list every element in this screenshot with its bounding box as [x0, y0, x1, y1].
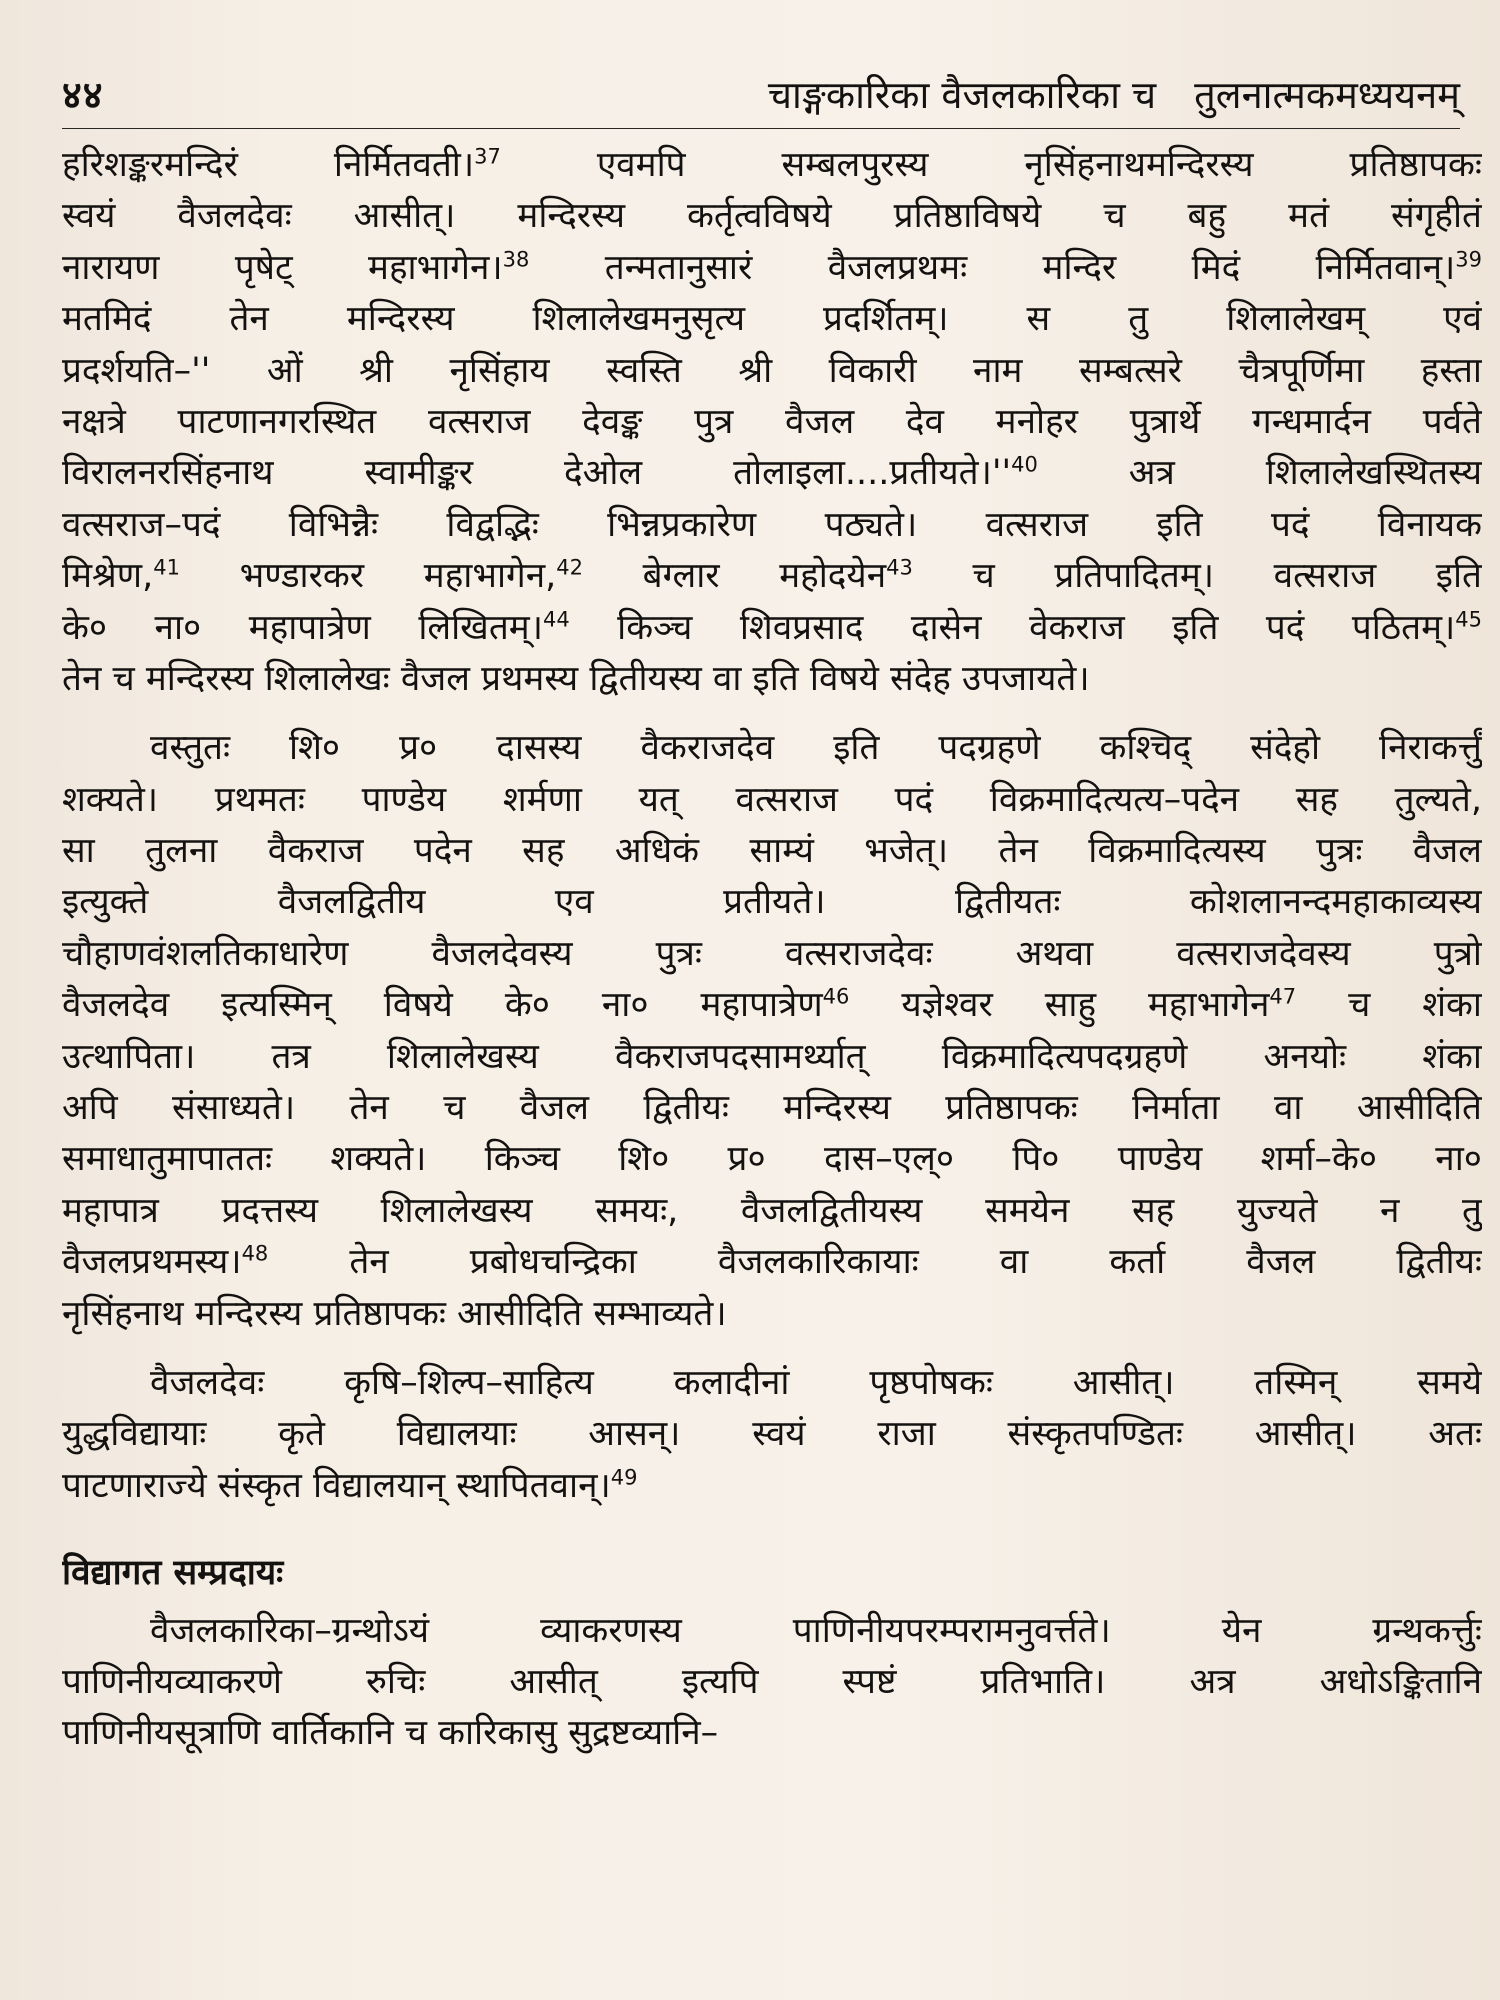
text-line: वैजलदेव इत्यस्मिन् विषये के० ना० महापात्रेण$^{46}$ यज्ञेश्वर साहु महाभागेन$^{47}$ च शंका: [62, 984, 1482, 1026]
text-line: वैजलप्रथमस्य।$^{48}$ तेन प्रबोधचन्द्रिका वैजलकारिकायाः वा कर्ता वैजल द्वितीयः: [62, 1241, 1482, 1283]
text-line: चौहाणवंशलतिकाधारेण वैजलदेवस्य पुत्रः वत्सराजदेवः अथवा वत्सराजदेवस्य पुत्रो: [62, 933, 1482, 974]
text-line: पाटणाराज्ये संस्कृत विद्यालयान् स्थापितवान्।$^{49}$: [62, 1465, 638, 1506]
text-line: युद्धविद्यायाः कृते विद्यालयाः आसन्। स्वयं राजा संस्कृतपण्डितः आसीत्। अतः: [62, 1414, 1482, 1455]
text-line: समाधातुमापाततः शक्यते। किञ्च शि० प्र० दास–एल्० पि० पाण्डेय शर्मा–के० ना०: [62, 1139, 1482, 1180]
running-title-left: चाङ्गकारिका वैजलकारिका च: [767, 73, 1157, 117]
footnote-ref: 48: [241, 1241, 269, 1266]
text-line: इत्युक्ते वैजलद्वितीय एव प्रतीयते। द्वितीयतः कोशलानन्दमहाकाव्यस्य: [62, 882, 1482, 923]
text-line: वैजलदेवः कृषि–शिल्प–साहित्य कलादीनां पृष्ठपोषकः आसीत्। तस्मिन् समये: [150, 1362, 1482, 1403]
page-header: [62, 68, 1460, 128]
text-line: पाणिनीयव्याकरणे रुचिः आसीत् इत्यपि स्पष्टं प्रतिभाति। अत्र अधोऽङ्कितानि: [62, 1661, 1482, 1702]
page-number: ४४: [62, 73, 104, 117]
text-line: उत्थापिता। तत्र शिलालेखस्य वैकराजपदसामर्थ्यात् विक्रमादित्यपदग्रहणे अनयोः शंका: [62, 1036, 1482, 1077]
text-line: अपि संसाध्यते। तेन च वैजल द्वितीयः मन्दिरस्य प्रतिष्ठापकः निर्माता वा आसीदिति: [62, 1088, 1482, 1129]
text-line: वत्सराज–पदं विभिन्नैः विद्वद्भिः भिन्नप्रकारेण पठ्यते। वत्सराज इति पदं विनायक: [62, 504, 1482, 545]
footnote-ref: 44: [542, 606, 570, 631]
footnote-ref: 39: [1455, 247, 1482, 272]
text-line: महापात्र प्रदत्तस्य शिलालेखस्य समयः, वैजलद्वितीयस्य समयेन सह युज्यते न तु: [62, 1190, 1482, 1231]
paragraph: [62, 1606, 1482, 1760]
section-heading: विद्यागत सम्प्रदायः: [62, 1553, 284, 1594]
text-line: वैजलकारिका–ग्रन्थोऽयं व्याकरणस्य पाणिनीयपरम्परामनुवर्त्तते। येन ग्रन्थकर्त्तुः: [150, 1610, 1482, 1651]
text-line: मिश्रेण,$^{41}$ भण्डारकर महाभागेन,$^{42}$ बेग्लार महोदयेन$^{43}$ च प्रतिपादितम्। वत्सराज इति: [62, 555, 1482, 597]
paragraph: [62, 723, 1482, 1340]
header-rule: [62, 128, 1460, 129]
footnote-ref: 38: [502, 247, 530, 272]
text-line: वस्तुतः शि० प्र० दासस्य वैकराजदेव इति पदग्रहणे कश्चिद् संदेहो निराकर्त्तुं: [150, 728, 1482, 769]
text-line: विरालनरसिंहनाथ स्वामीङ्कर देओल $तोलाइला....प्रतीयते।''^{40}$ अत्र शिलालेखस्थितस्य: [62, 452, 1482, 494]
footnote-ref: 47: [1269, 984, 1297, 1009]
paragraph: [62, 1358, 1482, 1512]
body-text: [62, 140, 1482, 1760]
footnote-ref: 45: [1455, 606, 1482, 631]
text-line: शक्यते। प्रथमतः पाण्डेय शर्मणा यत् वत्सराज पदं विक्रमादित्यत्य–पदेन सह तुल्यते,: [62, 779, 1482, 820]
text-line: स्वयं वैजलदेवः आसीत्। मन्दिरस्य कर्तृत्वविषये प्रतिष्ठाविषये च बहु मतं संगृहीतं: [62, 196, 1482, 237]
footnote-ref: 37: [474, 144, 501, 169]
text-line: नृसिंहनाथ मन्दिरस्य प्रतिष्ठापकः आसीदिति सम्भाव्यते।: [62, 1293, 727, 1334]
text-line: तेन च मन्दिरस्य शिलालेखः वैजल प्रथमस्य द्वितीयस्य वा इति विषये संदेह उपजायते।: [62, 658, 1090, 699]
text-line: पाणिनीयसूत्राणि वार्तिकानि च कारिकासु सुद्रष्टव्यानि–: [62, 1713, 719, 1754]
text-line: प्रदर्शयति–'' ओं श्री नृसिंहाय स्वस्ति श्री विकारी नाम सम्बत्सरे चैत्रपूर्णिमा हस्ता: [62, 350, 1482, 391]
paragraph: [62, 140, 1482, 705]
text-line: सा तुलना वैकराज पदेन सह अधिकं साम्यं भजेत्। तेन विक्रमादित्यस्य पुत्रः वैजल: [62, 831, 1482, 872]
footnote-ref: 49: [610, 1465, 638, 1490]
text-line: मतमिदं तेन मन्दिरस्य शिलालेखमनुसृत्य प्रदर्शितम्। स तु शिलालेखम् एवं: [62, 299, 1482, 340]
text-line: नारायण पृषेट् महाभागेन।$^{38}$ तन्मतानुसारं वैजलप्रथमः मन्दिर मिदं निर्मितवान्।$^{39}$: [62, 247, 1482, 288]
footnote-ref: 43: [886, 555, 913, 580]
footnote-ref: 46: [822, 984, 850, 1009]
running-title: [768, 68, 1460, 120]
running-title-right: तुलनात्मकमध्ययनम्: [1194, 73, 1460, 117]
footnote-ref: 42: [556, 555, 584, 580]
footnote-ref: 40: [1011, 452, 1038, 477]
text-line: नक्षत्रे पाटणानगरस्थित वत्सराज देवङ्क पुत्र वैजल देव मनोहर पुत्रार्थे गन्धमार्दन पर्वते: [62, 401, 1482, 442]
footnote-ref: 41: [153, 555, 180, 580]
text-line: हरिशङ्करमन्दिरं निर्मितवती।$^{37}$ एवमपि सम्बलपुरस्य नृसिंहनाथमन्दिरस्य प्रतिष्ठापकः: [62, 144, 1482, 185]
text-line: के० ना० महापात्रेण लिखितम्।$^{44}$ किञ्च शिवप्रसाद दासेन वेकराज इति पदं पठितम्।$^{45}$: [62, 606, 1482, 648]
